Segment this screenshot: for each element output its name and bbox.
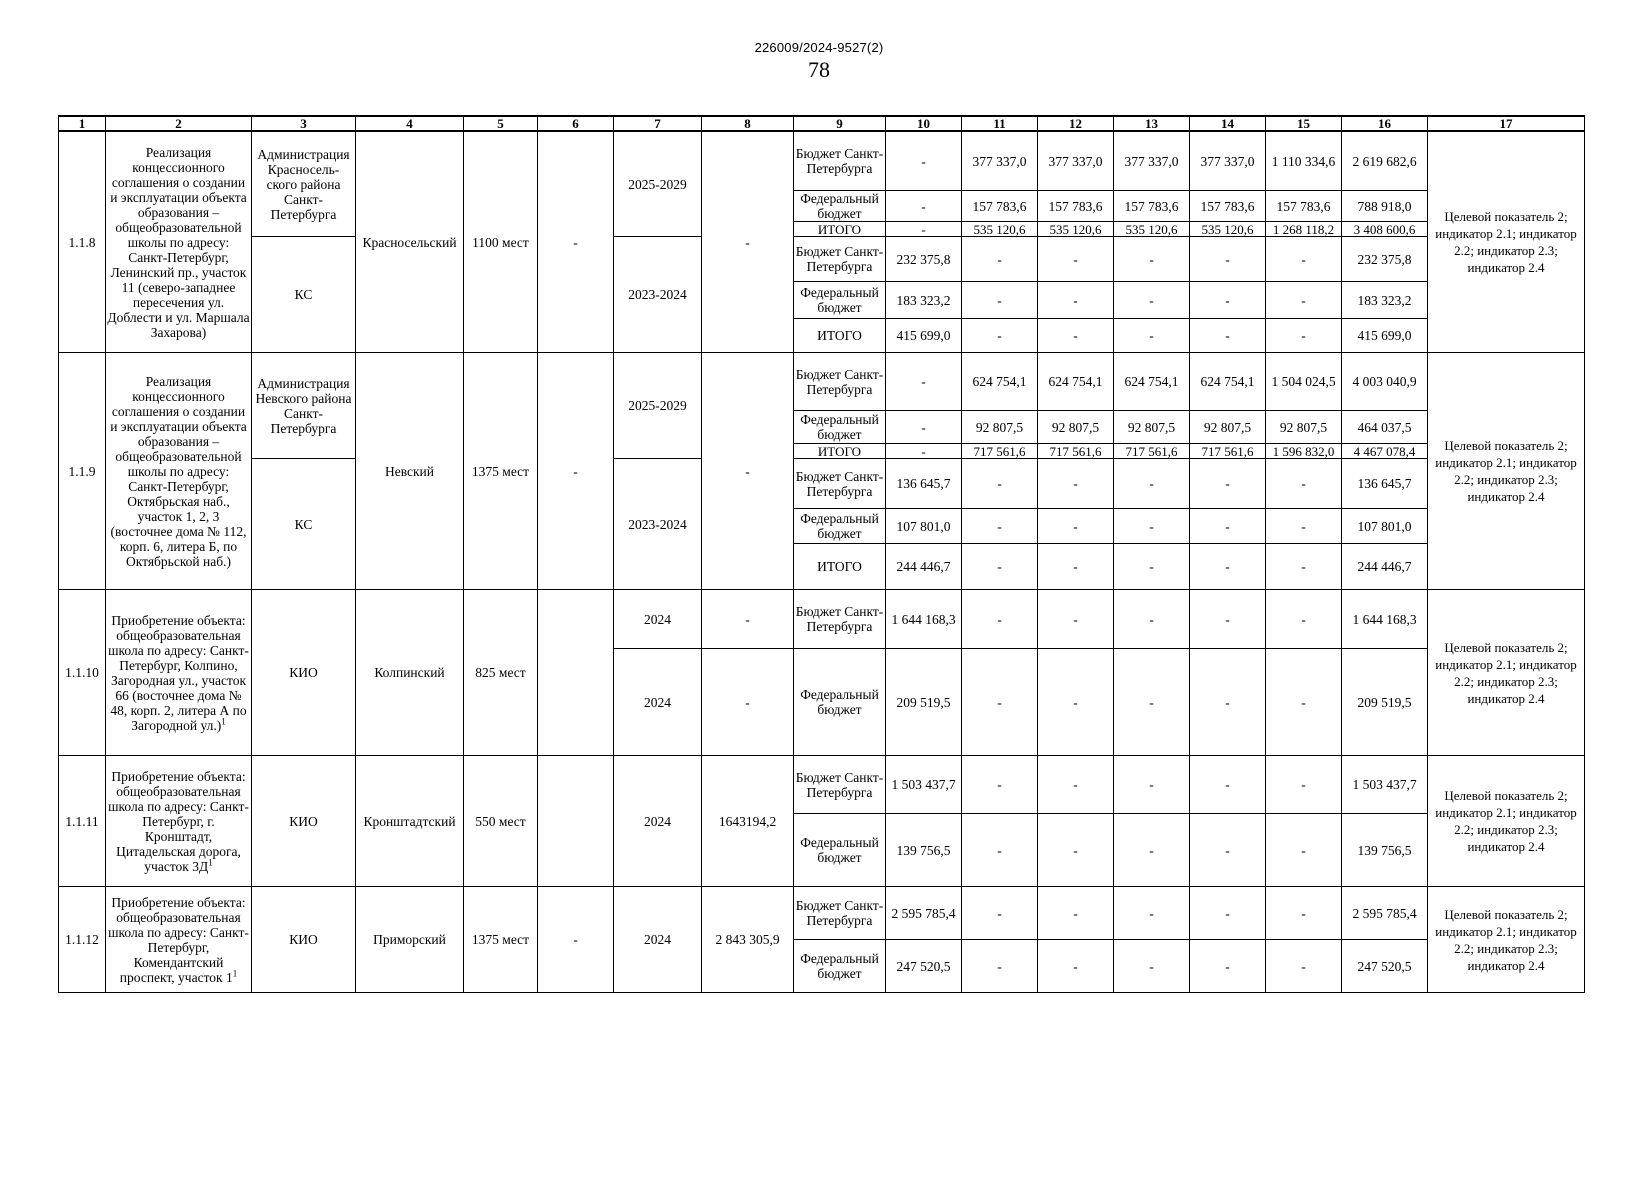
funding-source: Федеральный бюджет xyxy=(794,411,886,444)
value-cell: 535 120,6 xyxy=(1114,222,1190,237)
table-row xyxy=(59,353,1585,411)
value-cell: 92 807,5 xyxy=(962,411,1038,444)
funding-source: Бюджет Санкт-Петербурга xyxy=(794,590,886,649)
value-cell: - xyxy=(962,459,1038,509)
value-cell: - xyxy=(1190,940,1266,993)
value-cell: - xyxy=(886,411,962,444)
value-cell: 535 120,6 xyxy=(1190,222,1266,237)
budget-table xyxy=(58,115,1585,993)
value-cell: - xyxy=(1266,590,1342,649)
value-cell: - xyxy=(962,509,1038,544)
executor: Администрация Невского района Санкт-Петербурга xyxy=(252,353,356,459)
col8-value: - xyxy=(702,590,794,649)
period: 2023-2024 xyxy=(614,237,702,353)
value-cell: 157 783,6 xyxy=(962,191,1038,222)
target-indicators: Целевой показатель 2; индикатор 2.1; индикатор 2.2; индикатор 2.3; индикатор 2.4 xyxy=(1428,353,1585,590)
value-cell: - xyxy=(1114,756,1190,814)
value-cell: - xyxy=(1190,814,1266,887)
value-cell: 139 756,5 xyxy=(886,814,962,887)
value-cell: - xyxy=(886,131,962,191)
value-cell: - xyxy=(1190,237,1266,282)
value-cell: 1 110 334,6 xyxy=(1266,131,1342,191)
value-cell: - xyxy=(1266,319,1342,353)
value-cell: 209 519,5 xyxy=(886,649,962,756)
col-header: 9 xyxy=(794,116,886,131)
value-cell: - xyxy=(886,444,962,459)
value-cell: - xyxy=(886,191,962,222)
value-cell: - xyxy=(1038,814,1114,887)
object-description xyxy=(106,887,252,993)
table-row xyxy=(59,459,1585,509)
value-cell: 157 783,6 xyxy=(1190,191,1266,222)
total-cell: 136 645,7 xyxy=(1342,459,1428,509)
value-cell: - xyxy=(1266,887,1342,940)
total-cell: 4 003 040,9 xyxy=(1342,353,1428,411)
table-row xyxy=(59,756,1585,814)
value-cell: 2 595 785,4 xyxy=(886,887,962,940)
value-cell: - xyxy=(1266,509,1342,544)
col6-value xyxy=(538,756,614,887)
executor: КС xyxy=(252,237,356,353)
value-cell: - xyxy=(962,282,1038,319)
value-cell: - xyxy=(1114,649,1190,756)
total-cell: 2 595 785,4 xyxy=(1342,887,1428,940)
value-cell: 1 644 168,3 xyxy=(886,590,962,649)
value-cell: - xyxy=(1190,649,1266,756)
value-cell: 624 754,1 xyxy=(1190,353,1266,411)
value-cell: - xyxy=(1190,509,1266,544)
funding-source: Бюджет Санкт-Петербурга xyxy=(794,237,886,282)
value-cell: 624 754,1 xyxy=(1038,353,1114,411)
value-cell: - xyxy=(1190,544,1266,590)
col6-value: - xyxy=(538,131,614,353)
row-number: 1.1.8 xyxy=(59,131,106,353)
value-cell: - xyxy=(1266,237,1342,282)
value-cell: 92 807,5 xyxy=(1114,411,1190,444)
footnote-marker: 1 xyxy=(232,968,238,978)
value-cell: - xyxy=(1190,756,1266,814)
value-cell: 624 754,1 xyxy=(1114,353,1190,411)
total-cell: 1 503 437,7 xyxy=(1342,756,1428,814)
period: 2024 xyxy=(614,590,702,649)
value-cell: 717 561,6 xyxy=(1190,444,1266,459)
funding-source: ИТОГО xyxy=(794,444,886,459)
col-header: 15 xyxy=(1266,116,1342,131)
value-cell: - xyxy=(962,544,1038,590)
object-description-text: Приобретение объекта: общеобразовательная школа по адресу: Санкт-Петербург, г. Кронштадт, Цитадельская дорога, участок 3Д xyxy=(108,768,249,874)
total-cell: 415 699,0 xyxy=(1342,319,1428,353)
executor: Администрация Красносель-ского района Санкт-Петербурга xyxy=(252,131,356,237)
col-header: 8 xyxy=(702,116,794,131)
funding-source: Бюджет Санкт-Петербурга xyxy=(794,887,886,940)
value-cell: 377 337,0 xyxy=(962,131,1038,191)
value-cell: - xyxy=(1190,887,1266,940)
target-indicators: Целевой показатель 2; индикатор 2.1; индикатор 2.2; индикатор 2.3; индикатор 2.4 xyxy=(1428,590,1585,756)
value-cell: 377 337,0 xyxy=(1114,131,1190,191)
district: Колпинский xyxy=(356,590,464,756)
value-cell: - xyxy=(962,814,1038,887)
col-header: 7 xyxy=(614,116,702,131)
value-cell: - xyxy=(962,319,1038,353)
value-cell: 157 783,6 xyxy=(1266,191,1342,222)
value-cell: - xyxy=(1266,649,1342,756)
value-cell: - xyxy=(1266,282,1342,319)
table-row xyxy=(59,131,1585,191)
value-cell: 183 323,2 xyxy=(886,282,962,319)
value-cell: - xyxy=(1266,814,1342,887)
value-cell: - xyxy=(1114,814,1190,887)
object-description: Реализация концессионного соглашения о создании и эксплуатации объекта образования – общеобразовательной школы по адресу: Санкт-Петербург, Октябрьская наб., участок 1, 2, 3 (восточнее дома № 112, корп. 6, литера Б, по Октябрьской наб.) xyxy=(106,353,252,590)
executor: КИО xyxy=(252,590,356,756)
capacity: 1375 мест xyxy=(464,887,538,993)
value-cell: - xyxy=(1190,590,1266,649)
funding-source: ИТОГО xyxy=(794,222,886,237)
funding-source: Бюджет Санкт-Петербурга xyxy=(794,131,886,191)
col6-value: - xyxy=(538,887,614,993)
value-cell: - xyxy=(1038,459,1114,509)
value-cell: - xyxy=(1038,649,1114,756)
value-cell: 717 561,6 xyxy=(1114,444,1190,459)
value-cell: 1 503 437,7 xyxy=(886,756,962,814)
col-header: 3 xyxy=(252,116,356,131)
col8-value: - xyxy=(702,131,794,353)
col6-value: - xyxy=(538,353,614,590)
total-cell: 1 644 168,3 xyxy=(1342,590,1428,649)
district: Приморский xyxy=(356,887,464,993)
value-cell: 415 699,0 xyxy=(886,319,962,353)
col-header: 1 xyxy=(59,116,106,131)
funding-source: ИТОГО xyxy=(794,319,886,353)
value-cell: 244 446,7 xyxy=(886,544,962,590)
total-cell: 139 756,5 xyxy=(1342,814,1428,887)
total-cell: 209 519,5 xyxy=(1342,649,1428,756)
value-cell: - xyxy=(1190,459,1266,509)
value-cell: - xyxy=(1190,319,1266,353)
value-cell: 535 120,6 xyxy=(1038,222,1114,237)
total-cell: 788 918,0 xyxy=(1342,191,1428,222)
value-cell: 136 645,7 xyxy=(886,459,962,509)
value-cell: - xyxy=(1266,940,1342,993)
capacity: 550 мест xyxy=(464,756,538,887)
period: 2024 xyxy=(614,756,702,887)
period: 2024 xyxy=(614,887,702,993)
capacity: 1375 мест xyxy=(464,353,538,590)
capacity: 825 мест xyxy=(464,590,538,756)
col-header: 2 xyxy=(106,116,252,131)
funding-source: Федеральный бюджет xyxy=(794,282,886,319)
col-header: 4 xyxy=(356,116,464,131)
value-cell: 92 807,5 xyxy=(1266,411,1342,444)
value-cell: 92 807,5 xyxy=(1038,411,1114,444)
col-header: 17 xyxy=(1428,116,1585,131)
total-cell: 107 801,0 xyxy=(1342,509,1428,544)
total-cell: 4 467 078,4 xyxy=(1342,444,1428,459)
value-cell: 535 120,6 xyxy=(962,222,1038,237)
object-description: Реализация концессионного соглашения о создании и эксплуатации объекта образования – общеобразовательной школы по адресу: Санкт-Петербург, Ленинский пр., участок 11 (северо-западнее пересечения ул. Доблести и ул. Маршала Захарова) xyxy=(106,131,252,353)
value-cell: - xyxy=(1038,756,1114,814)
value-cell: - xyxy=(886,222,962,237)
period: 2025-2029 xyxy=(614,353,702,459)
row-number: 1.1.11 xyxy=(59,756,106,887)
object-description xyxy=(106,756,252,887)
total-cell: 3 408 600,6 xyxy=(1342,222,1428,237)
col8-value: - xyxy=(702,649,794,756)
total-cell: 464 037,5 xyxy=(1342,411,1428,444)
col-header: 5 xyxy=(464,116,538,131)
col8-value: - xyxy=(702,353,794,590)
column-number-row xyxy=(59,116,1585,131)
value-cell: - xyxy=(886,353,962,411)
funding-source: Бюджет Санкт-Петербурга xyxy=(794,756,886,814)
period: 2024 xyxy=(614,649,702,756)
value-cell: - xyxy=(1038,590,1114,649)
col-header: 14 xyxy=(1190,116,1266,131)
object-description-text: Приобретение объекта: общеобразовательная школа по адресу: Санкт-Петербург, Колпино, Загородная ул., участок 66 (восточнее дома № 48, корп. 2, литера А по Загородной ул.) xyxy=(108,612,249,733)
value-cell: - xyxy=(1038,282,1114,319)
value-cell: 1 504 024,5 xyxy=(1266,353,1342,411)
target-indicators: Целевой показатель 2; индикатор 2.1; индикатор 2.2; индикатор 2.3; индикатор 2.4 xyxy=(1428,131,1585,353)
funding-source: Федеральный бюджет xyxy=(794,509,886,544)
value-cell: - xyxy=(1038,319,1114,353)
object-description xyxy=(106,590,252,756)
funding-source: Бюджет Санкт-Петербурга xyxy=(794,459,886,509)
district: Красносельский xyxy=(356,131,464,353)
col8-value: 1643194,2 xyxy=(702,756,794,887)
total-cell: 2 619 682,6 xyxy=(1342,131,1428,191)
value-cell: - xyxy=(1038,509,1114,544)
value-cell: - xyxy=(1038,940,1114,993)
table-row xyxy=(59,887,1585,940)
value-cell: - xyxy=(1038,237,1114,282)
target-indicators: Целевой показатель 2; индикатор 2.1; индикатор 2.2; индикатор 2.3; индикатор 2.4 xyxy=(1428,756,1585,887)
col6-value xyxy=(538,590,614,756)
value-cell: - xyxy=(1114,940,1190,993)
total-cell: 183 323,2 xyxy=(1342,282,1428,319)
value-cell: 1 268 118,2 xyxy=(1266,222,1342,237)
capacity: 1100 мест xyxy=(464,131,538,353)
value-cell: - xyxy=(1266,756,1342,814)
period: 2025-2029 xyxy=(614,131,702,237)
value-cell: - xyxy=(962,756,1038,814)
value-cell: - xyxy=(962,940,1038,993)
executor: КИО xyxy=(252,887,356,993)
table-row xyxy=(59,237,1585,282)
object-description-text: Приобретение объекта: общеобразовательная школа по адресу: Санкт-Петербург, Комендантский проспект, участок 1 xyxy=(108,894,249,985)
value-cell: - xyxy=(1266,544,1342,590)
value-cell: 247 520,5 xyxy=(886,940,962,993)
value-cell: - xyxy=(1114,590,1190,649)
total-cell: 232 375,8 xyxy=(1342,237,1428,282)
value-cell: 717 561,6 xyxy=(962,444,1038,459)
col8-value: 2 843 305,9 xyxy=(702,887,794,993)
district: Кронштадтский xyxy=(356,756,464,887)
value-cell: - xyxy=(1114,459,1190,509)
district: Невский xyxy=(356,353,464,590)
value-cell: 377 337,0 xyxy=(1190,131,1266,191)
col-header: 16 xyxy=(1342,116,1428,131)
value-cell: 157 783,6 xyxy=(1114,191,1190,222)
col-header: 13 xyxy=(1114,116,1190,131)
value-cell: - xyxy=(962,649,1038,756)
col-header: 12 xyxy=(1038,116,1114,131)
target-indicators: Целевой показатель 2; индикатор 2.1; индикатор 2.2; индикатор 2.3; индикатор 2.4 xyxy=(1428,887,1585,993)
col-header: 10 xyxy=(886,116,962,131)
value-cell: - xyxy=(1038,887,1114,940)
value-cell: 107 801,0 xyxy=(886,509,962,544)
value-cell: 377 337,0 xyxy=(1038,131,1114,191)
footnote-marker: 1 xyxy=(221,716,226,726)
value-cell: 157 783,6 xyxy=(1038,191,1114,222)
value-cell: - xyxy=(962,590,1038,649)
value-cell: - xyxy=(962,887,1038,940)
funding-source: Федеральный бюджет xyxy=(794,814,886,887)
funding-source: Федеральный бюджет xyxy=(794,940,886,993)
footnote-marker: 1 xyxy=(208,857,213,867)
total-cell: 244 446,7 xyxy=(1342,544,1428,590)
registration-number: 226009/2024-9527(2) xyxy=(754,40,884,55)
value-cell: - xyxy=(1114,887,1190,940)
value-cell: 92 807,5 xyxy=(1190,411,1266,444)
total-cell: 247 520,5 xyxy=(1342,940,1428,993)
value-cell: - xyxy=(1190,282,1266,319)
executor: КС xyxy=(252,459,356,590)
row-number: 1.1.12 xyxy=(59,887,106,993)
value-cell: - xyxy=(1114,544,1190,590)
table-row xyxy=(59,590,1585,649)
value-cell: 717 561,6 xyxy=(1038,444,1114,459)
funding-source: Федеральный бюджет xyxy=(794,649,886,756)
value-cell: - xyxy=(1266,459,1342,509)
funding-source: Федеральный бюджет xyxy=(794,191,886,222)
period: 2023-2024 xyxy=(614,459,702,590)
funding-source: ИТОГО xyxy=(794,544,886,590)
value-cell: - xyxy=(1114,237,1190,282)
row-number: 1.1.10 xyxy=(59,590,106,756)
value-cell: 624 754,1 xyxy=(962,353,1038,411)
value-cell: 232 375,8 xyxy=(886,237,962,282)
page-number: 78 xyxy=(808,57,830,82)
col-header: 6 xyxy=(538,116,614,131)
value-cell: - xyxy=(1114,319,1190,353)
value-cell: - xyxy=(1114,509,1190,544)
funding-source: Бюджет Санкт-Петербурга xyxy=(794,353,886,411)
col-header: 11 xyxy=(962,116,1038,131)
value-cell: - xyxy=(1114,282,1190,319)
value-cell: - xyxy=(1038,544,1114,590)
value-cell: 1 596 832,0 xyxy=(1266,444,1342,459)
executor: КИО xyxy=(252,756,356,887)
row-number: 1.1.9 xyxy=(59,353,106,590)
value-cell: - xyxy=(962,237,1038,282)
